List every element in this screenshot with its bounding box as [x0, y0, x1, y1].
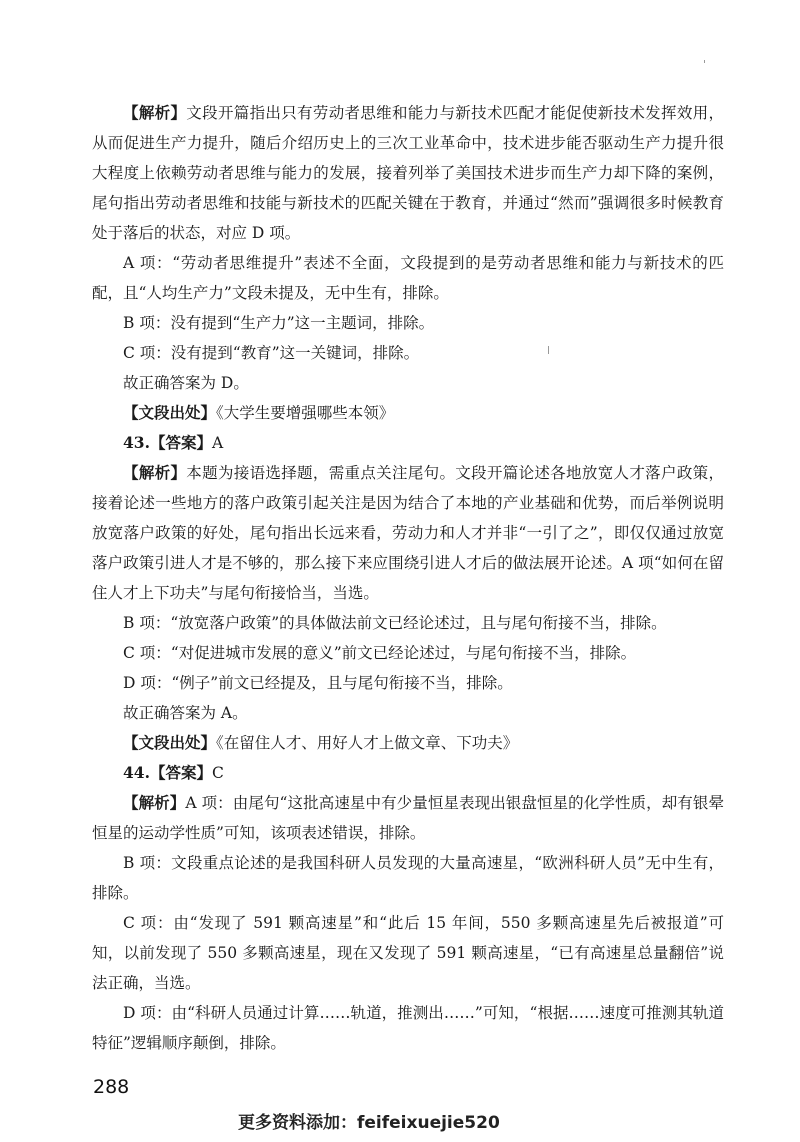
scan-speck [548, 346, 549, 354]
paragraph-source-42: 【文段出处】《大学生要增强哪些本领》 [123, 403, 395, 422]
paragraph-option-d-44: D 项：由“科研人员通过计算……轨道，推测出……”可知，“根据……速度可推测其轨道特征”逻辑顺序颠倒，排除。 [92, 1004, 724, 1052]
footer-note: 更多资料添加：feifeixuejie520 [238, 1113, 500, 1133]
paragraph-analysis-42: 【解析】文段开篇指出只有劳动者思维和能力与新技术匹配才能促使新技术发挥效用，从而促进生产力提升，随后介绍历史上的三次工业革命中，技术进步能否驱动生产力提升很大程度上依赖劳动者思维与能力的发展，接着列举了美国技术进步而生产力却下降的案例，尾句指出劳动者思维和技能与新技术的匹配关键在于教育，并通过“然而”强调很多时候教育处于落后的状态，对应 D 项。 [92, 103, 724, 242]
paragraph-answer-header-44: 44.【答案】C [123, 763, 224, 782]
paragraph-option-b-44: B 项：文段重点论述的是我国科研人员发现的大量高速星，“欧洲科研人员”无中生有，排除。 [92, 854, 724, 902]
paragraph-option-d-43: D 项：“例子”前文已经提及，且与尾句衔接不当，排除。 [123, 674, 513, 692]
paragraph-option-c-43: C 项：“对促进城市发展的意义”前文已经论述过，与尾句衔接不当，排除。 [123, 644, 637, 662]
paragraph-option-b-42: B 项：没有提到“生产力”这一主题词，排除。 [123, 314, 435, 332]
paragraph-answer-header-43: 43.【答案】A [123, 433, 224, 452]
paragraph-analysis-43: 【解析】本题为接语选择题，需重点关注尾句。文段开篇论述各地放宽人才落户政策，接着论述一些地方的落户政策引起关注是因为结合了本地的产业基础和优势，而后举例说明放宽落户政策的好处，尾句指出长远来看，劳动力和人才并非“一引了之”，即仅仅通过放宽落户政策引进人才是不够的，那么接下来应围绕引进人才后的做法展开论述。A 项“如何在留住人才上下功夫”与尾句衔接恰当，当选。 [92, 463, 724, 602]
paragraph-option-b-43: B 项：“放宽落户政策”的具体做法前文已经论述过，且与尾句衔接不当，排除。 [123, 614, 667, 632]
paragraph-answer-42: 故正确答案为 D。 [123, 374, 249, 392]
paragraph-source-43: 【文段出处】《在留住人才、用好人才上做文章、下功夫》 [123, 733, 519, 752]
scan-speck [704, 60, 705, 63]
paragraph-option-c-42: C 项：没有提到“教育”这一关键词，排除。 [123, 344, 420, 362]
paragraph-option-c-44: C 项：由“发现了 591 颗高速星”和“此后 15 年间，550 多颗高速星先后被报道”可知，以前发现了 550 多颗高速星，现在又发现了 591 颗高速星，“已有高速星总量翻倍”说法正确，当选。 [92, 914, 724, 992]
page-number: 288 [93, 1076, 130, 1098]
paragraph-answer-43: 故正确答案为 A。 [123, 704, 248, 722]
paragraph-analysis-44: 【解析】A 项：由尾句“这批高速星中有少量恒星表现出银盘恒星的化学性质，却有银晕恒星的运动学性质”可知，该项表述错误，排除。 [92, 793, 724, 842]
text-body [92, 98, 724, 1058]
paragraph-option-a-42: A 项：“劳动者思维提升”表述不全面，文段提到的是劳动者思维和能力与新技术的匹配，且“人均生产力”文段未提及，无中生有，排除。 [92, 254, 724, 302]
